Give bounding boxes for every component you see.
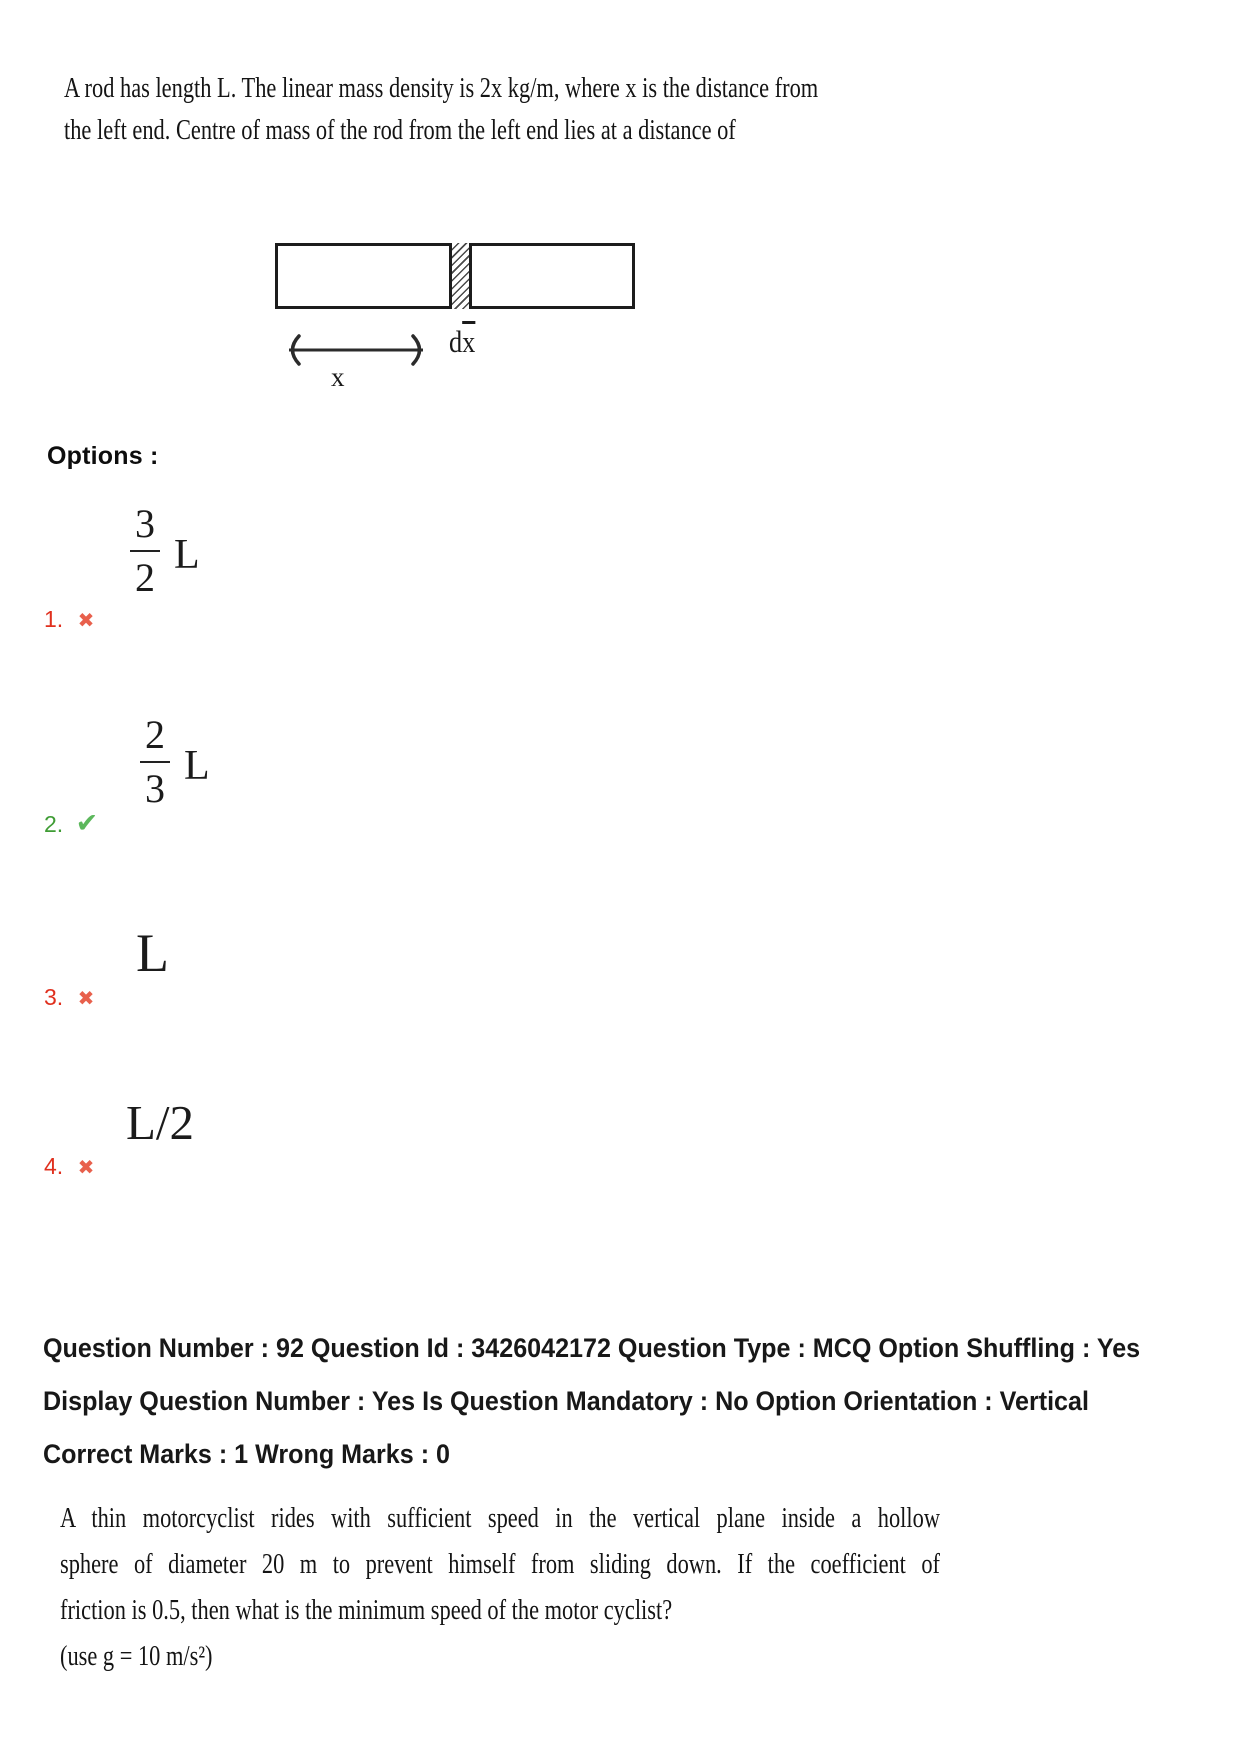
question-text-line: A rod has length L. The linear mass density is 2x kg/m, where x is the distance from — [64, 73, 819, 104]
question-text-line: the left end. Centre of mass of the rod from the left end lies at a distance of — [64, 115, 736, 146]
option-number: 4. — [44, 1153, 64, 1179]
metadata-line: Correct Marks : 1 Wrong Marks : 0 — [43, 1439, 451, 1469]
metadata-line: Display Question Number : Yes Is Question Mandatory : No Option Orientation : Vertical — [43, 1386, 1089, 1416]
option-1-marker — [44, 606, 94, 633]
option-2-marker — [44, 810, 98, 838]
question-metadata — [43, 1322, 1215, 1481]
option-number: 1. — [44, 606, 64, 632]
fraction: $\frac{2}{3}$ — [140, 714, 170, 810]
question-text-line: (use g = 10 m/s²) — [60, 1641, 213, 1672]
wrong-icon: ✖ — [77, 986, 95, 1010]
question-text-line: friction is 0.5, then what is the minimum speed of the motor cyclist? — [60, 1595, 673, 1626]
options-header: Options : — [47, 442, 159, 470]
option-number: 2. — [44, 811, 64, 837]
rod-diagram — [275, 243, 635, 309]
question-text-line: sphere of diameter 20 m to prevent himself from sliding down. If the coefficient of — [60, 1549, 940, 1580]
dx-label: $d\overline{x}$ — [449, 324, 476, 359]
option-1-formula: $\frac{3}{2}$ L — [130, 503, 200, 599]
option-2-formula: $\frac{2}{3}$ L — [140, 714, 210, 810]
rod-element-strip — [449, 243, 472, 309]
question-text-motorcyclist — [60, 1496, 940, 1680]
question-text-rod — [64, 68, 944, 152]
option-4-marker — [44, 1153, 94, 1180]
metadata-line: Question Number : 92 Question Id : 3426042172 Question Type : MCQ Option Shuffling : Yes — [43, 1333, 1141, 1363]
length-arrow — [279, 329, 433, 371]
correct-icon: ✔ — [75, 808, 99, 839]
option-3-marker — [44, 984, 94, 1011]
option-number: 3. — [44, 984, 64, 1010]
fraction: $\frac{3}{2}$ — [130, 503, 160, 599]
question-text-line: A thin motorcyclist rides with sufficient speed in the vertical plane inside a hollow — [60, 1503, 940, 1534]
wrong-icon: ✖ — [77, 608, 95, 632]
option-4-formula: L/2 — [126, 1095, 195, 1150]
x-label: x — [331, 362, 345, 392]
option-3-formula: L — [136, 923, 169, 983]
wrong-icon: ✖ — [77, 1155, 95, 1179]
